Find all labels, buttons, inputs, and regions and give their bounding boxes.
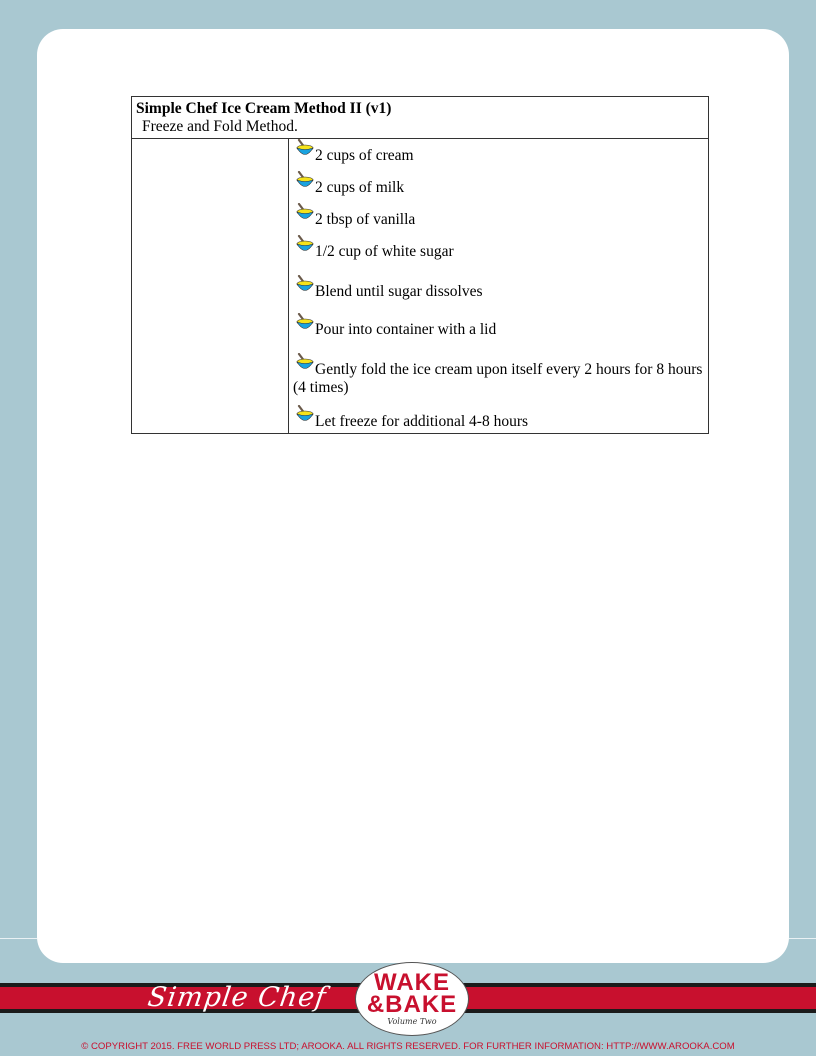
recipe-header-cell [132, 97, 709, 139]
step-text: Let freeze for additional 4-8 hours [315, 413, 529, 430]
mixing-bowl-icon [295, 353, 315, 373]
mixing-bowl-icon [295, 275, 315, 295]
mixing-bowl-icon [295, 235, 315, 255]
step-text: 2 cups of cream [315, 147, 414, 164]
step-list-b [293, 353, 704, 431]
recipe-title: Simple Chef Ice Cream Method II (v1) [136, 100, 392, 117]
step-item [293, 171, 704, 197]
mixing-bowl-icon [295, 171, 315, 191]
ingredient-list [293, 139, 704, 261]
mixing-bowl-icon [295, 313, 315, 333]
step-text: 2 cups of milk [315, 179, 405, 196]
brand-script: Simple Chef [145, 982, 329, 1013]
logo-line-1: WAKE [374, 969, 450, 996]
recipe-steps-cell [289, 139, 709, 434]
wake-bake-logo [355, 962, 469, 1036]
recipe-subtitle: Freeze and Fold Method. [142, 118, 298, 135]
mixing-bowl-icon [295, 203, 315, 223]
mixing-bowl-icon [295, 139, 315, 159]
mixing-bowl-icon [295, 405, 315, 425]
step-text: Pour into container with a lid [315, 321, 497, 338]
recipe-table [131, 96, 709, 434]
logo-line-3: Volume Two [387, 1017, 437, 1026]
divider-left [0, 938, 37, 939]
copyright-text: © COPYRIGHT 2015. FREE WORLD PRESS LTD; AROOKA. ALL RIGHTS RESERVED. FOR FURTHER INFORMATION: HTTP://WWW.AROOKA.COM [81, 1041, 735, 1052]
recipe-left-cell [132, 139, 289, 434]
step-item [293, 235, 704, 261]
step-item [293, 139, 704, 165]
step-item [293, 313, 704, 339]
logo-line-2: &BAKE [366, 991, 458, 1018]
divider-right [789, 938, 816, 939]
step-text: 1/2 cup of white sugar [315, 243, 454, 260]
step-item [293, 203, 704, 229]
step-text: 2 tbsp of vanilla [315, 211, 416, 228]
step-item [293, 275, 704, 301]
step-item [293, 353, 704, 397]
step-text: Blend until sugar dissolves [315, 283, 483, 300]
step-list-a [293, 275, 704, 339]
step-item [293, 405, 704, 431]
step-text: Gently fold the ice cream upon itself every 2 hours for 8 hours (4 times) [293, 361, 703, 396]
